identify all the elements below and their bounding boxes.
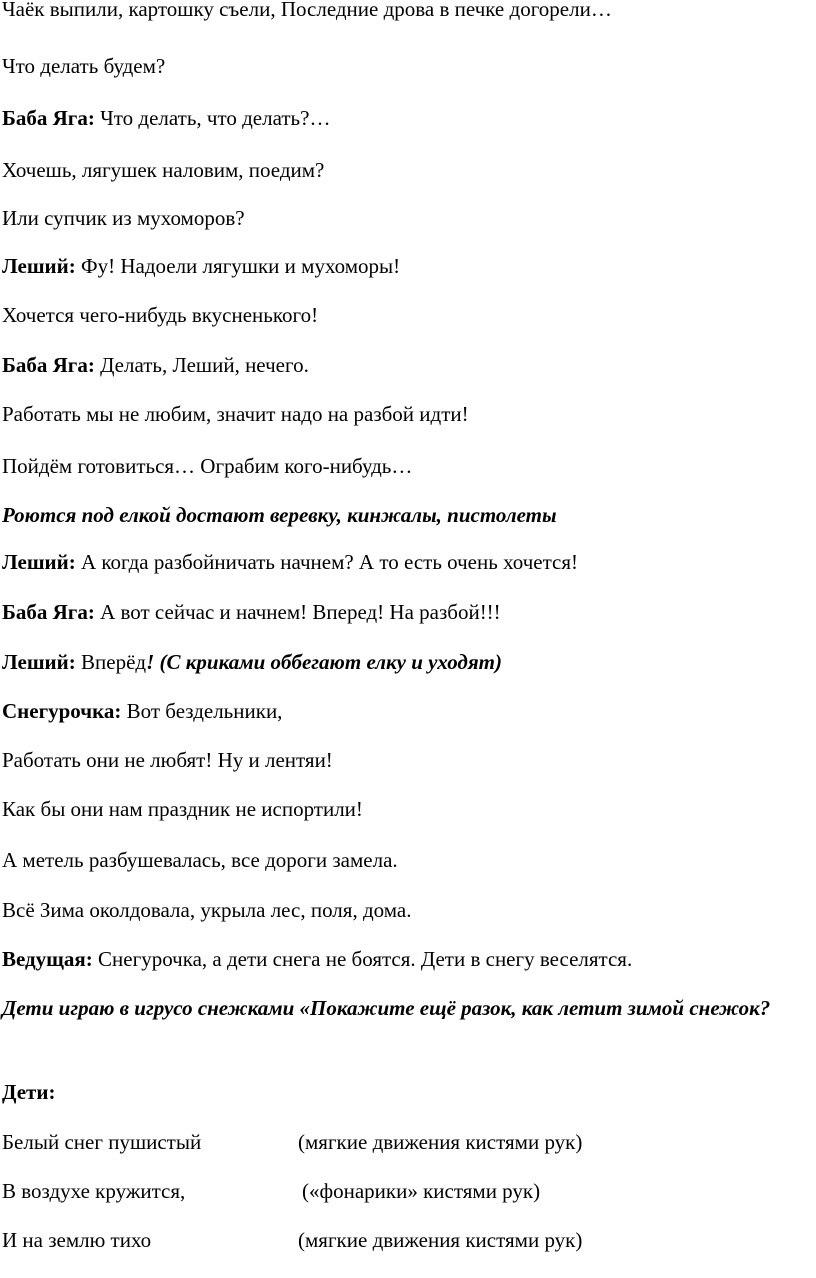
dialogue-line-baba-yaga [2, 352, 810, 378]
text-line-19 [2, 897, 810, 923]
speaker-label: Леший: [2, 550, 76, 574]
song-verse: Белый снег пушистый [2, 1130, 202, 1154]
song-action: (мягкие движения кистями рук) [298, 1228, 583, 1252]
line-text: Хочется чего-нибудь вкусненького! [2, 303, 319, 327]
speaker-label: Леший: [2, 254, 76, 278]
line-text: Снегурочка, а дети снега не боятся. Дети в снегу веселятся. [92, 947, 633, 971]
line-text: Или супчик из мухоморов? [2, 206, 245, 230]
song-verse: И на землю тихо [2, 1228, 152, 1252]
text-line-2 [2, 53, 810, 79]
text-line-7 [2, 302, 810, 328]
song-action: (мягкие движения кистями рук) [298, 1130, 583, 1154]
line-text: Вот бездельники, [121, 699, 283, 723]
speaker-label: Баба Яга: [2, 600, 95, 624]
dialogue-line-baba-yaga [2, 105, 810, 131]
dialogue-line-leshiy [2, 253, 810, 279]
dialogue-line-baba-yaga [2, 599, 810, 625]
line-text: Вперёд [75, 650, 147, 674]
text-line-1 [2, 0, 810, 22]
stage-direction-text: Дети играю в игрусо снежками «Покажите ещё разок, как летит зимой снежок? [2, 996, 771, 1020]
line-text: Хочешь, лягушек наловим, поедим? [2, 158, 325, 182]
line-text: А метель разбушевалась, все дороги замела. [2, 848, 398, 872]
stage-direction [2, 502, 810, 528]
line-text: А когда разбойничать начнем? А то есть очень хочется! [75, 550, 579, 574]
line-text: Что делать, что делать?… [94, 106, 331, 130]
dialogue-line-snegurochka [2, 698, 810, 724]
song-line [2, 1129, 810, 1155]
song-line [2, 1227, 810, 1253]
line-text: Как бы они нам праздник не испортили! [2, 797, 363, 821]
dialogue-line-leshiy [2, 549, 810, 575]
line-text: Всё Зима околдовала, укрыла лес, поля, дома. [2, 898, 412, 922]
song-line [2, 1178, 810, 1204]
speaker-label: Леший: [2, 650, 76, 674]
line-text: Работать они не любят! Ну и лентяи! [2, 748, 333, 772]
line-text: Чаёк выпили, картошку съели, Последние дрова в печке догорели… [2, 0, 612, 21]
stage-direction-text: ! (С криками оббегают елку и уходят) [146, 650, 502, 674]
song-action: («фонарики» кистями рук) [302, 1179, 541, 1203]
speaker-label: Ведущая: [2, 947, 93, 971]
stage-direction [2, 993, 810, 1023]
song-verse: В воздухе кружится, [2, 1179, 186, 1203]
text-line-10 [2, 453, 810, 479]
speaker-label: Баба Яга: [2, 353, 95, 377]
line-text: Пойдём готовиться… Ограбим кого-нибудь… [2, 454, 413, 478]
speaker-label: Дети: [2, 1080, 56, 1104]
stage-direction-text: Роются под елкой достают веревку, кинжалы, пистолеты [2, 503, 557, 527]
line-text: Фу! Надоели лягушки и мухоморы! [75, 254, 401, 278]
text-line-5 [2, 205, 810, 231]
line-text: А вот сейчас и начнем! Вперед! На разбой!!! [94, 600, 501, 624]
text-line-18 [2, 847, 810, 873]
speaker-label: Баба Яга: [2, 106, 95, 130]
text-line-17 [2, 796, 810, 822]
speaker-label: Снегурочка: [2, 699, 122, 723]
text-line-16 [2, 747, 810, 773]
line-text: Что делать будем? [2, 54, 166, 78]
dialogue-line-leshiy [2, 649, 810, 675]
line-text: Делать, Леший, нечего. [94, 353, 309, 377]
dialogue-line-vedushchaya [2, 946, 810, 972]
speaker-heading-deti [2, 1079, 810, 1105]
line-text: Работать мы не любим, значит надо на разбой идти! [2, 402, 469, 426]
text-line-9 [2, 401, 810, 427]
text-line-4 [2, 157, 810, 183]
